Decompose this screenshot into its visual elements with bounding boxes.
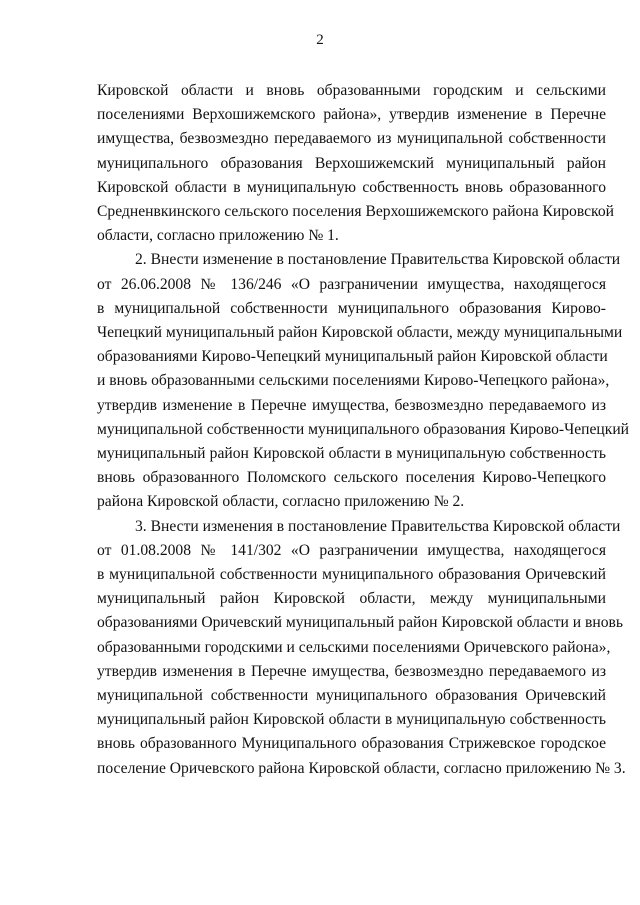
text-line: муниципальной собственности муниципального образования Оричевский bbox=[97, 687, 606, 705]
text-line: от 01.08.2008 № 141/302 «О разграничении имущества, находящегося bbox=[97, 541, 606, 559]
text-line: утвердив изменение в Перечне имущества, безвозмездно передаваемого из bbox=[97, 396, 606, 414]
text-line: Средненвкинского сельского поселения Верхошижемского района Кировской bbox=[97, 203, 614, 221]
text-line: 3. Внести изменения в постановление Правительства Кировской области bbox=[135, 517, 621, 535]
text-line: и вновь образованными сельскими поселениями Кирово-Чепецкого района», bbox=[97, 372, 610, 390]
text-line: Чепецкий муниципальный район Кировской области, между муниципальными bbox=[97, 324, 623, 342]
paragraph-item-2 bbox=[97, 248, 630, 514]
text-line: 2. Внести изменение в постановление Правительства Кировской области bbox=[135, 251, 621, 269]
text-line: вновь образованного Муниципального образования Стрижевское городское bbox=[97, 735, 606, 753]
text-line: Кировской области и вновь образованными городским и сельскими bbox=[97, 82, 606, 99]
text-line: поселение Оричевского района Кировской области, согласно приложению № 3. bbox=[97, 759, 626, 777]
paragraph-continuation bbox=[97, 79, 614, 248]
text-line: имущества, безвозмездно передаваемого из муниципальной собственности bbox=[97, 130, 606, 148]
page-number: 2 bbox=[316, 32, 324, 48]
text-line: муниципальный район Кировской области в муниципальную собственность bbox=[97, 445, 606, 463]
text-line: муниципальный район Кировской области в муниципальную собственность bbox=[97, 711, 606, 729]
paragraph-item-3 bbox=[97, 515, 626, 781]
text-line: образованиями Кирово-Чепецкий муниципальный район Кировской области bbox=[97, 348, 608, 366]
text-line: Кировской области в муниципальную собственность вновь образованного bbox=[97, 178, 606, 196]
text-line: в муниципальной собственности муниципального образования Оричевский bbox=[97, 566, 606, 584]
text-line: утвердив изменения в Перечне имущества, безвозмездно передаваемого из bbox=[97, 662, 606, 680]
text-line: муниципальный район Кировской области, между муниципальными bbox=[97, 590, 606, 608]
text-line: муниципальной собственности муниципального образования Кирово-Чепецкий bbox=[97, 420, 630, 438]
text-line: муниципального образования Верхошижемский муниципальный район bbox=[97, 154, 606, 172]
text-line: района Кировской области, согласно приложению № 2. bbox=[97, 493, 465, 511]
text-line: поселениями Верхошижемского района», утвердив изменение в Перечне bbox=[97, 106, 606, 124]
text-line: области, согласно приложению № 1. bbox=[97, 227, 339, 245]
text-line: образованными городскими и сельскими поселениями Оричевского района», bbox=[97, 638, 611, 656]
text-line: образованиями Оричевский муниципальный район Кировской области и вновь bbox=[97, 614, 624, 632]
text-line: от 26.06.2008 № 136/246 «О разграничении имущества, находящегося bbox=[97, 275, 606, 293]
text-line: в муниципальной собственности муниципального образования Кирово- bbox=[97, 299, 606, 317]
document-body bbox=[97, 79, 630, 781]
text-line: вновь образованного Поломского сельского поселения Кирово-Чепецкого bbox=[97, 469, 606, 487]
